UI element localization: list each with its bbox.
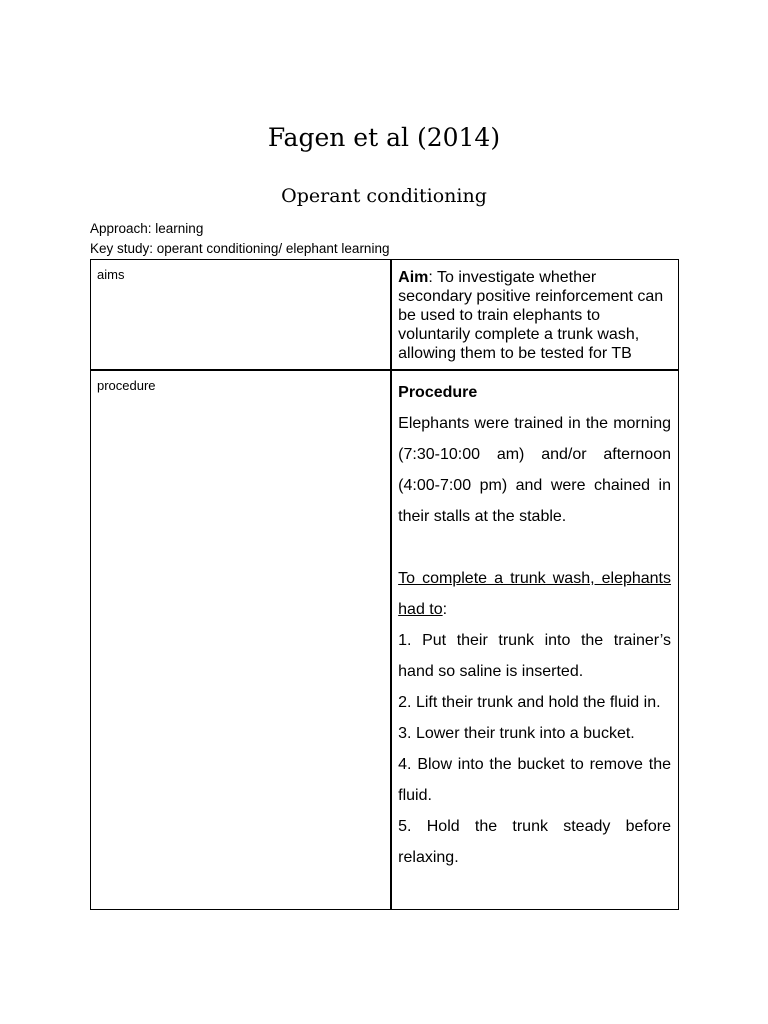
procedure-step-3: 3. Lower their trunk into a bucket.	[398, 724, 635, 742]
key-study-line: Key study: operant conditioning/ elephant learning	[90, 241, 390, 256]
aim-cell	[391, 260, 678, 370]
table-row-procedure	[91, 370, 679, 910]
procedure-step-5: 5. Hold the trunk steady before relaxing.	[398, 817, 671, 866]
document-subtitle: Operant conditioning	[281, 185, 487, 207]
row-label-procedure: procedure	[91, 370, 392, 910]
steps-intro	[398, 563, 671, 625]
approach-line: Approach: learning	[90, 221, 204, 236]
procedure-step-4: 4. Blow into the bucket to remove the fluid.	[398, 755, 671, 804]
procedure-text	[398, 377, 671, 873]
procedure-step-1: 1. Put their trunk into the trainer’s hand so saline is inserted.	[398, 631, 671, 680]
document-title: Fagen et al (2014)	[267, 123, 501, 152]
paragraph-spacer	[398, 532, 671, 563]
steps-intro-colon: :	[442, 600, 448, 618]
procedure-step-2: 2. Lift their trunk and hold the fluid in.	[398, 693, 661, 711]
procedure-intro: Elephants were trained in the morning (7:30-10:00 am) and/or afternoon (4:00-7:00 pm) and were chained in their stalls at the stable.	[398, 414, 671, 525]
aim-description: : To investigate whether secondary positive reinforcement can be used to train elephants to voluntarily complete a trunk wash, allowing them to be tested for TB	[398, 269, 664, 362]
procedure-cell	[391, 370, 678, 910]
aim-text	[398, 268, 671, 363]
aim-heading: Aim	[398, 269, 429, 286]
steps-intro-underlined: To complete a trunk wash, elephants had to	[398, 569, 671, 618]
study-table	[90, 259, 679, 910]
row-label-aims: aims	[91, 260, 392, 370]
table-row-aims	[91, 260, 679, 370]
procedure-heading: Procedure	[398, 383, 478, 401]
